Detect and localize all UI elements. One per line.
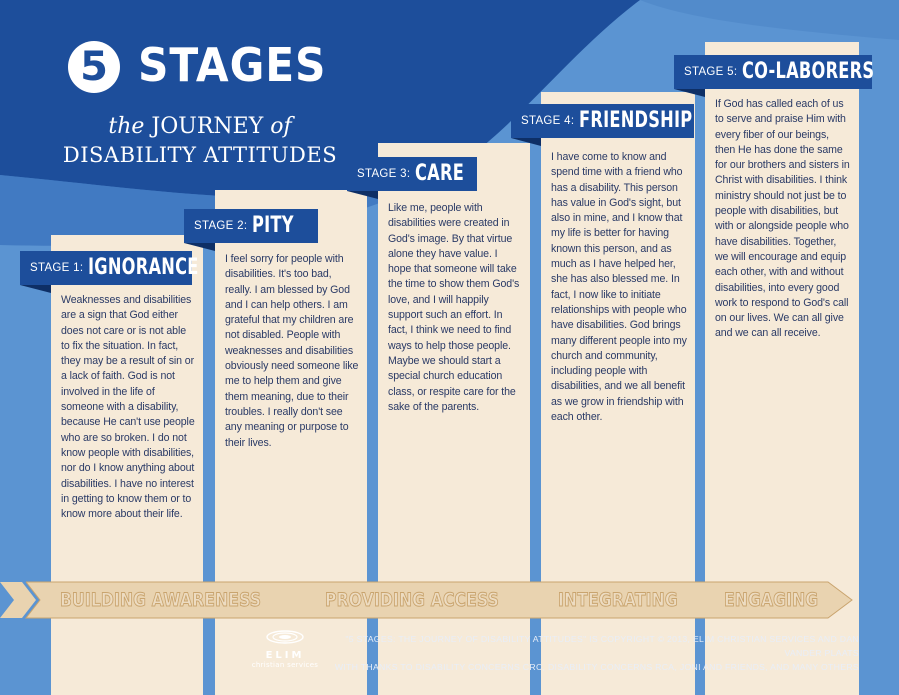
page-subtitle: [55, 112, 345, 168]
elim-logo-mark: [265, 630, 305, 644]
band-label-providing-access: PROVIDING ACCESS: [325, 589, 500, 611]
band-label-building-awareness: BUILDING AWARENESS: [60, 589, 262, 611]
stage-2-banner: [184, 209, 318, 243]
copyright-line-2: WITH THANKS TO DISABILITY CONCERNS CRC, DISABILITY CONCERNS RCA, JONI AND FRIENDS, AND MANY OTHERS: [334, 662, 859, 672]
band-label-engaging: ENGAGING: [723, 589, 818, 611]
copyright-notice: [319, 632, 859, 674]
stage-4-label: STAGE 4:: [521, 115, 575, 127]
stage-2-name: PITY: [252, 213, 295, 238]
stage-1-text: Weaknesses and disabilities are a sign that God either does not care or is not able to fix the situation. In fact, they may be a result of sin or a lack of faith. God is not involved in the life of someone with a disability, because He can't use people who are so broken. I do not know people with disabilities, nor do I know anything about disabilities. I have no interest in getting to know them or to know more about their life.: [61, 294, 195, 521]
logo-tagline: christian services: [251, 661, 319, 669]
stage-1-label: STAGE 1:: [30, 262, 84, 274]
stage-count-badge: 5: [68, 41, 120, 93]
stage-5-name: CO-LABORERS: [742, 59, 875, 84]
band-label-integrating: INTEGRATING: [557, 589, 678, 611]
stage-3-banner: [347, 157, 477, 191]
stage-3-text: Like me, people with disabilities were created in God's image. By that virtue alone they have value. I hope that someone will take the time to show them God's love, and I will happily support such an effort. In fact, I think we need to find ways to help those people. Maybe we should start a special church education class, or respite care for the sake of the parents.: [388, 202, 520, 413]
subtitle-line2: DISABILITY ATTITUDES: [62, 143, 338, 167]
stage-1-banner: [20, 251, 199, 285]
stage-2-label: STAGE 2:: [194, 220, 248, 232]
stage-1-column: [51, 235, 203, 695]
stage-5-label: STAGE 5:: [684, 66, 738, 78]
band-labels: [60, 586, 839, 614]
stage-3-name: CARE: [415, 161, 465, 186]
elim-logo: [250, 630, 320, 669]
stage-4-text: I have come to know and spend time with a friend who has a disability. This person has value in God's sight, but also in mine, and I know that my life is better for having known this person, and as much as I have helped her, she has also blessed me. In fact, I now like to initiate relationships with people who have disabilities. God brings many different people into my church and community, including people with disabilities, and we all benefit as we grow in friendship with each other.: [551, 151, 687, 424]
stage-4-name: FRIENDSHIP: [579, 108, 693, 133]
subtitle-the: the: [108, 114, 145, 139]
stage-1-name: IGNORANCE: [88, 255, 199, 280]
stage-5-text: If God has called each of us to serve and praise Him with every fiber of our beings, then He has done the same for our brothers and sisters in Christ with disabilities. I think ministry should not just be to people with disabilities, but with or alongside people who have disabilities. Together, we will encourage and equip each other, with and without disabilities, into every good work to respond to God's call on our lives. We can all give and we can all receive.: [715, 98, 850, 340]
stage-2-text: I feel sorry for people with disabilities. It's too bad, really. I am blessed by God and I can help others. I am grateful that my children are not disabled. People with weaknesses and disabilities obviously need someone like me to help them and give them meaning, due to their troubles. I really don't see any meaning or purpose to their lives.: [225, 253, 359, 449]
stage-5-banner: [674, 55, 875, 89]
page-title: STAGES: [138, 38, 327, 92]
subtitle-of: of: [270, 114, 292, 139]
stage-3-label: STAGE 3:: [357, 168, 411, 180]
copyright-line-1: "5 STAGES: THE JOURNEY OF DISABILITY ATTITUDES" IS COPYRIGHT © 2013, ELIM CHRISTIAN SERVICES AND DAN VANDER PLAATS: [345, 634, 859, 658]
logo-name: ELIM: [265, 650, 305, 661]
subtitle-journey: JOURNEY: [151, 114, 264, 139]
stage-4-banner: [511, 104, 694, 138]
